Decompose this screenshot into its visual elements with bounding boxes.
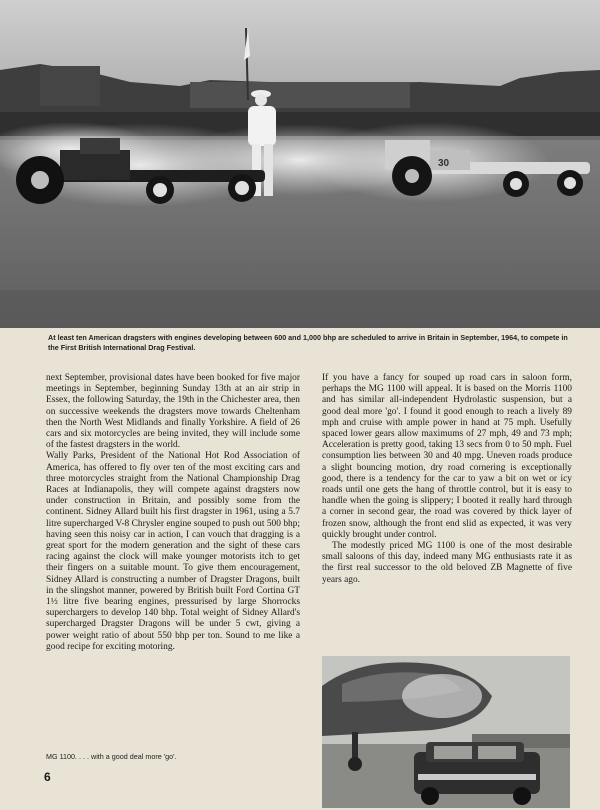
bottom-photo-caption: MG 1100. . . . with a good deal more 'go'. — [46, 752, 177, 761]
left-paragraph-2: Wally Parks, President of the National Hot Rod Association of America, has offered to fly over ten of the most exciting cars and three motorcycles straight from the National Championship Drag Races at Indianapolis, they will compete against dragsters now under construction in Britain, and possibly some from the continent. Sidney Allard built his first dragster in 1961, using a 5.7 litre supercharged V-8 Chrysler engine souped to push out 500 bhp; having seen this noisy car in action, I can vouch that dragging is a great sport for the modern generation and the sight of these cars racing against the clock will make younger motorists itch to get their fingers on a suitable mount. To give them encouragement, Sidney Allard is constructing a number of Dragster Dragons, built in the slingshot manner, powered by British built Ford Cortina GT 1½ litre five bearing engines, pressurised by large Shorrocks superchargers to develop 140 bhp. Total weight of Sidney Allard's supercharged Dragster Dragons will be under 5 cwt, giving a power weight ratio of about 550 bhp per ton. Sound to me like a good recipe for exciting motoring. — [46, 451, 300, 652]
page-number: 6 — [44, 770, 51, 784]
car-number: 30 — [438, 158, 450, 169]
mg-1100-photo — [322, 656, 570, 808]
right-paragraph-1: If you have a fancy for souped up road cars in saloon form, perhaps the MG 1100 will appeal. It is based on the Morris 1100 and has similar all-independent Hydrolastic suspension, but a good deal more 'go'. I found it good enough to reach a lively 89 mph and cruise with ample power in hand at 75 mph. Usefully spaced lower gears allow maximums of 27 mph, 49 and 73 mph; Acceleration is pretty good, taking 13 secs from 0 to 50 mph. Fuel consumption lies between 30 and 40 mpg. Uneven roads produce a slight bouncing motion, dry road cornering is exceptionally good, there is a tendency for the car to yaw a bit on wet or icy roads until one gets the hang of throttle control, but it is easy to handle when the going is slippery; I booted it really hard through a corner in second gear, the road was covered by thick layer of frozen snow, although the front end slid as expected, it was very quickly brought under control. — [322, 373, 572, 540]
right-text-column — [322, 373, 572, 586]
dragster-photo — [0, 0, 600, 328]
left-text-column — [46, 373, 300, 653]
top-photo-caption: At least ten American dragsters with engines developing between 600 and 1,000 bhp are scheduled to arrive in Britain in September, 1964, to compete in the First British International Drag Festival. — [48, 333, 568, 352]
left-paragraph-1: next September, provisional dates have been booked for five major meetings in September, beginning Sunday 13th at an air strip in Essex, the following Saturday, the 19th in the Chichester area, then on successive weekends the dragsters move towards Cheltenham then the North West Midlands and finally Yorkshire. A field of 26 cars and six motorcycles are being invited, they will include some of the fastest dragsters in the world. — [46, 373, 300, 451]
right-paragraph-2: The modestly priced MG 1100 is one of the most desirable small saloons of this day, indeed many MG enthusiasts rate it as the first real successor to the old beloved ZB Magnette of five years ago. — [322, 541, 572, 585]
